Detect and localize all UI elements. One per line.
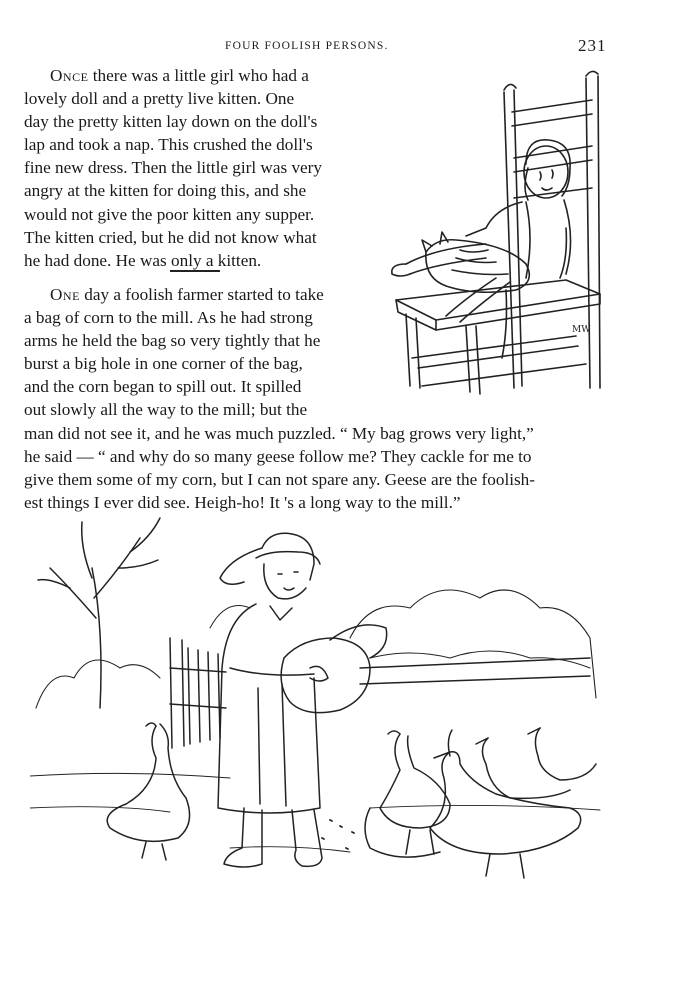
text-line: give them some of my corn, but I can not spare any. Geese are the foolish- (24, 469, 535, 489)
text-line: would not give the poor kitten any supper. (24, 204, 315, 224)
text-line: One day a foolish farmer started to take (50, 285, 324, 304)
text-line: man did not see it, and he was much puzzled. “ My bag grows very light,” (24, 423, 534, 443)
text-line: he had done. He was only a kitten. (24, 250, 262, 270)
text-line: lovely doll and a pretty live kitten. One (24, 89, 295, 109)
text-line: a bag of corn to the mill. As he had strong (24, 308, 313, 328)
text-line: arms he held the bag so very tightly that he (24, 331, 321, 351)
story-farmer-corn (24, 283, 535, 514)
illustration-girl-chair-kitten (376, 68, 606, 398)
text-line: The kitten cried, but he did not know what (24, 227, 317, 247)
running-title: FOUR FOOLISH PERSONS. (225, 40, 389, 52)
drop-lead: One (50, 285, 80, 304)
drop-lead: Once (50, 66, 89, 85)
text-line: angry at the kitten for doing this, and she (24, 181, 307, 201)
story-girl-kitten (24, 64, 369, 272)
text-line: out slowly all the way to the mill; but the (24, 400, 308, 420)
illustration-monogram: MW (572, 325, 591, 335)
section-divider (170, 270, 220, 272)
text-line: and the corn began to spill out. It spilled (24, 377, 302, 397)
text-line: est things I ever did see. Heigh-ho! It 's a long way to the mill.” (24, 492, 461, 512)
text-line: day the pretty kitten lay down on the doll's (24, 112, 318, 132)
running-head (0, 36, 699, 60)
text-line: fine new dress. Then the little girl was very (24, 158, 322, 178)
text-line: he said — “ and why do so many geese follow me? They cackle for me to (24, 446, 532, 466)
text-line: Once there was a little girl who had a (50, 66, 309, 85)
text-line: burst a big hole in one corner of the bag, (24, 354, 303, 374)
text-line: lap and took a nap. This crushed the doll's (24, 135, 313, 155)
page-number: 231 (578, 36, 607, 55)
illustration-farmer-geese (30, 508, 610, 908)
